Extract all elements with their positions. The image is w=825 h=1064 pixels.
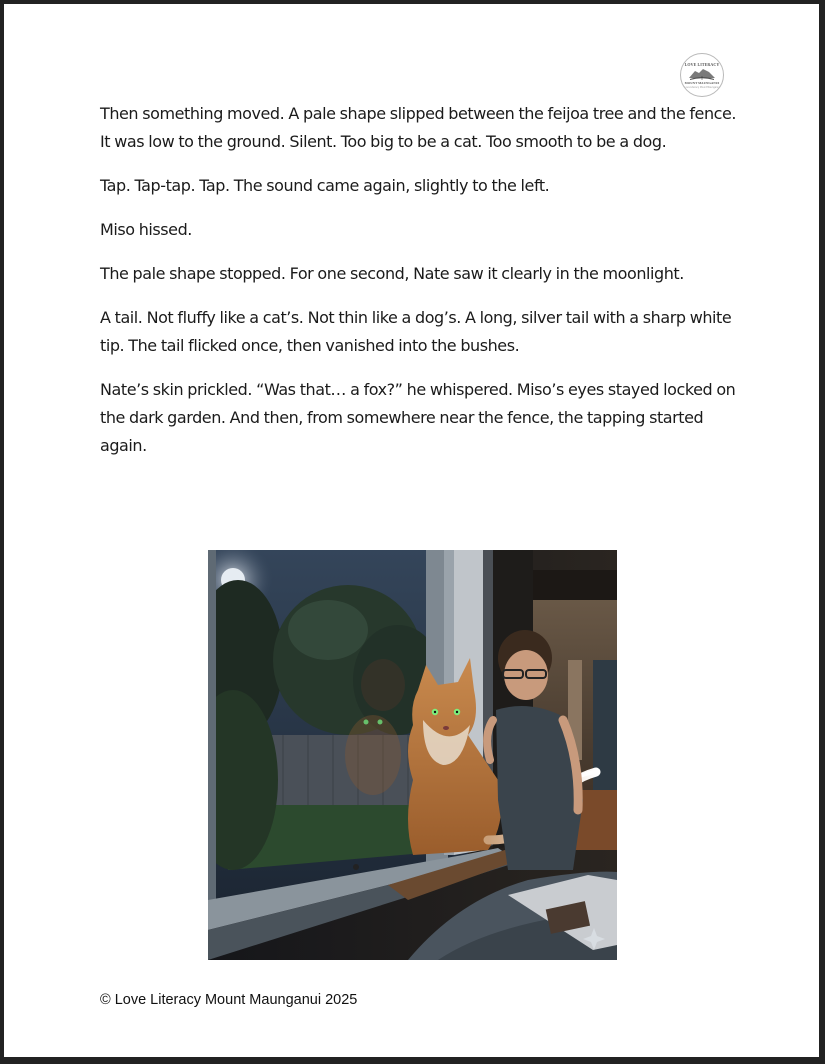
story-paragraph: Then something moved. A pale shape slipped between the feijoa tree and the fence. It was low to the ground. Silent. Too big to be a cat. Too smooth to be a dog. <box>100 104 737 151</box>
story-text <box>100 100 740 476</box>
logo-bottom-text: MOUNT MAUNGANUI <box>684 81 720 85</box>
document-page <box>4 4 819 1057</box>
story-paragraph: A tail. Not fluffy like a cat’s. Not thin like a dog’s. A long, silver tail with a sharp white tip. The tail flicked once, then vanished into the bushes. <box>100 308 732 355</box>
story-paragraph: Miso hissed. <box>100 220 192 239</box>
night-window-cat-boy-illustration <box>208 550 617 960</box>
story-paragraph: Tap. Tap-tap. Tap. The sound came again, slightly to the left. <box>100 176 550 195</box>
story-illustration <box>208 550 617 960</box>
love-literacy-logo <box>680 53 724 97</box>
open-book-mountain-icon <box>687 67 717 81</box>
logo-sub-text: Love Literacy Mount Maunganui <box>684 86 720 89</box>
story-paragraph: Nate’s skin prickled. “Was that… a fox?” he whispered. Miso’s eyes stayed locked on the dark garden. And then, from somewhere near the fence, the tapping started again. <box>100 380 736 455</box>
copyright-footer: © Love Literacy Mount Maunganui 2025 <box>100 992 358 1008</box>
story-paragraph: The pale shape stopped. For one second, Nate saw it clearly in the moonlight. <box>100 264 684 283</box>
logo-top-text: LOVE LITERACY <box>684 62 720 67</box>
